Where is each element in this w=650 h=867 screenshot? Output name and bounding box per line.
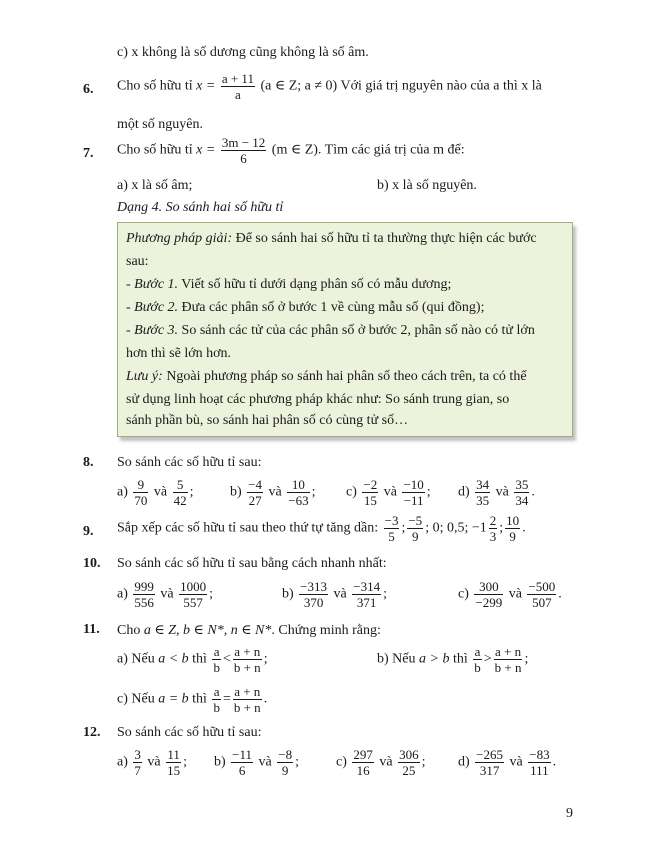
question-7-option-a: a) x là số âm; xyxy=(117,178,193,193)
question-number: 11. xyxy=(83,622,100,637)
question-10-b: b) $\frac{-313}{370}$ và $\frac{-314}{371}$ ; xyxy=(282,579,387,610)
box-line: Phương pháp giải: Để so sánh hai số hữu tỉ ta thường thực hiện các bước xyxy=(126,231,537,246)
box-line: Lưu ý: Ngoài phương pháp so sánh hai phân số theo cách trên, ta có thể xyxy=(126,369,527,384)
question-11-b: b) Nếu a > b thì $\frac{a}{b}$ > $\frac{a + n}{b + n}$ ; xyxy=(377,644,529,675)
question-12: So sánh các số hữu tỉ sau: xyxy=(117,725,262,740)
question-12-b: b) $\frac{-11}{6}$ và $\frac{-8}{9}$ ; xyxy=(214,747,299,778)
box-line: - Bước 2. Đưa các phân số ở bước 1 về cùng mẫu số (qui đồng); xyxy=(126,300,485,315)
question-8: So sánh các số hữu tỉ sau: xyxy=(117,455,262,470)
question-number: 12. xyxy=(83,725,101,740)
page-number: 9 xyxy=(566,806,573,821)
question-number: 9. xyxy=(83,524,94,539)
question-8-a: a) $\frac{9}{70}$ và $\frac{5}{42}$ ; xyxy=(117,477,194,508)
box-line: - Bước 3. So sánh các tử của các phân số ở bước 2, phân số nào có tử lớn xyxy=(126,323,535,338)
question-11-a: a) Nếu a < b thì $\frac{a}{b}$ < $\frac{a + n}{b + n}$ ; xyxy=(117,644,268,675)
box-line: hơn thì sẽ lớn hơn. xyxy=(126,346,232,361)
question-11: Cho a ∈ Z, b ∈ N*, n ∈ N*. Chứng minh rằng: xyxy=(117,623,381,638)
question-11-c: c) Nếu a = b thì $\frac{a}{b}$ = $\frac{a + n}{b + n}$ . xyxy=(117,684,268,715)
fraction: $\frac{a + 11}{a}$ xyxy=(221,71,254,102)
question-number: 10. xyxy=(83,556,101,571)
box-line: sử dụng linh hoạt các phương pháp khác như: So sánh trung gian, so xyxy=(126,392,510,407)
box-line: sau: xyxy=(126,254,149,269)
question-number: 8. xyxy=(83,455,94,470)
question-7-option-b: b) x là số nguyên. xyxy=(377,178,477,193)
question-number: 6. xyxy=(83,82,94,97)
question-8-b: b) $\frac{-4}{27}$ và $\frac{10}{-63}$ ; xyxy=(230,477,316,508)
section-heading: Dạng 4. So sánh hai số hữu tỉ xyxy=(117,200,284,215)
question-9: Sắp xếp các số hữu tỉ sau theo thứ tự tăng dần: $\frac{-3}{5}$ ; $\frac{-5}{9}$ ; 0; 0,5; −1 $\frac{2}{3}$ ; $\frac{10}{9}$ . xyxy=(117,513,526,544)
fraction: $\frac{3m - 12}{6}$ xyxy=(221,135,266,166)
box-line: - Bước 1. Viết số hữu tỉ dưới dạng phân số có mẫu dương; xyxy=(126,277,452,292)
question-number: 7. xyxy=(83,146,94,161)
question-8-c: c) $\frac{-2}{15}$ và $\frac{-10}{-11}$ ; xyxy=(346,477,431,508)
box-line: sánh phần bù, so sánh hai phân số có cùng tử số… xyxy=(126,413,409,428)
method-box xyxy=(117,222,573,437)
option-c-prev: c) x không là số dương cũng không là số âm. xyxy=(117,45,369,60)
question-6-line2: một số nguyên. xyxy=(117,117,203,132)
question-12-d: d) $\frac{-265}{317}$ và $\frac{-83}{111}$ . xyxy=(458,747,557,778)
question-10-a: a) $\frac{999}{556}$ và $\frac{1000}{557}$ ; xyxy=(117,579,213,610)
question-6: Cho số hữu tỉ x = $\frac{a + 11}{a}$ (a ∈ Z; a ≠ 0) Với giá trị nguyên nào của a thì x là xyxy=(117,71,542,102)
question-8-d: d) $\frac{34}{35}$ và $\frac{35}{34}$ . xyxy=(458,477,535,508)
question-12-a: a) $\frac{3}{7}$ và $\frac{11}{15}$ ; xyxy=(117,747,187,778)
question-10: So sánh các số hữu tỉ sau bằng cách nhanh nhất: xyxy=(117,556,387,571)
question-12-c: c) $\frac{297}{16}$ và $\frac{306}{25}$ ; xyxy=(336,747,426,778)
question-10-c: c) $\frac{300}{-299}$ và $\frac{-500}{507}$ . xyxy=(458,579,562,610)
question-7: Cho số hữu tỉ x = $\frac{3m - 12}{6}$ (m ∈ Z). Tìm các giá trị của m để: xyxy=(117,135,465,166)
